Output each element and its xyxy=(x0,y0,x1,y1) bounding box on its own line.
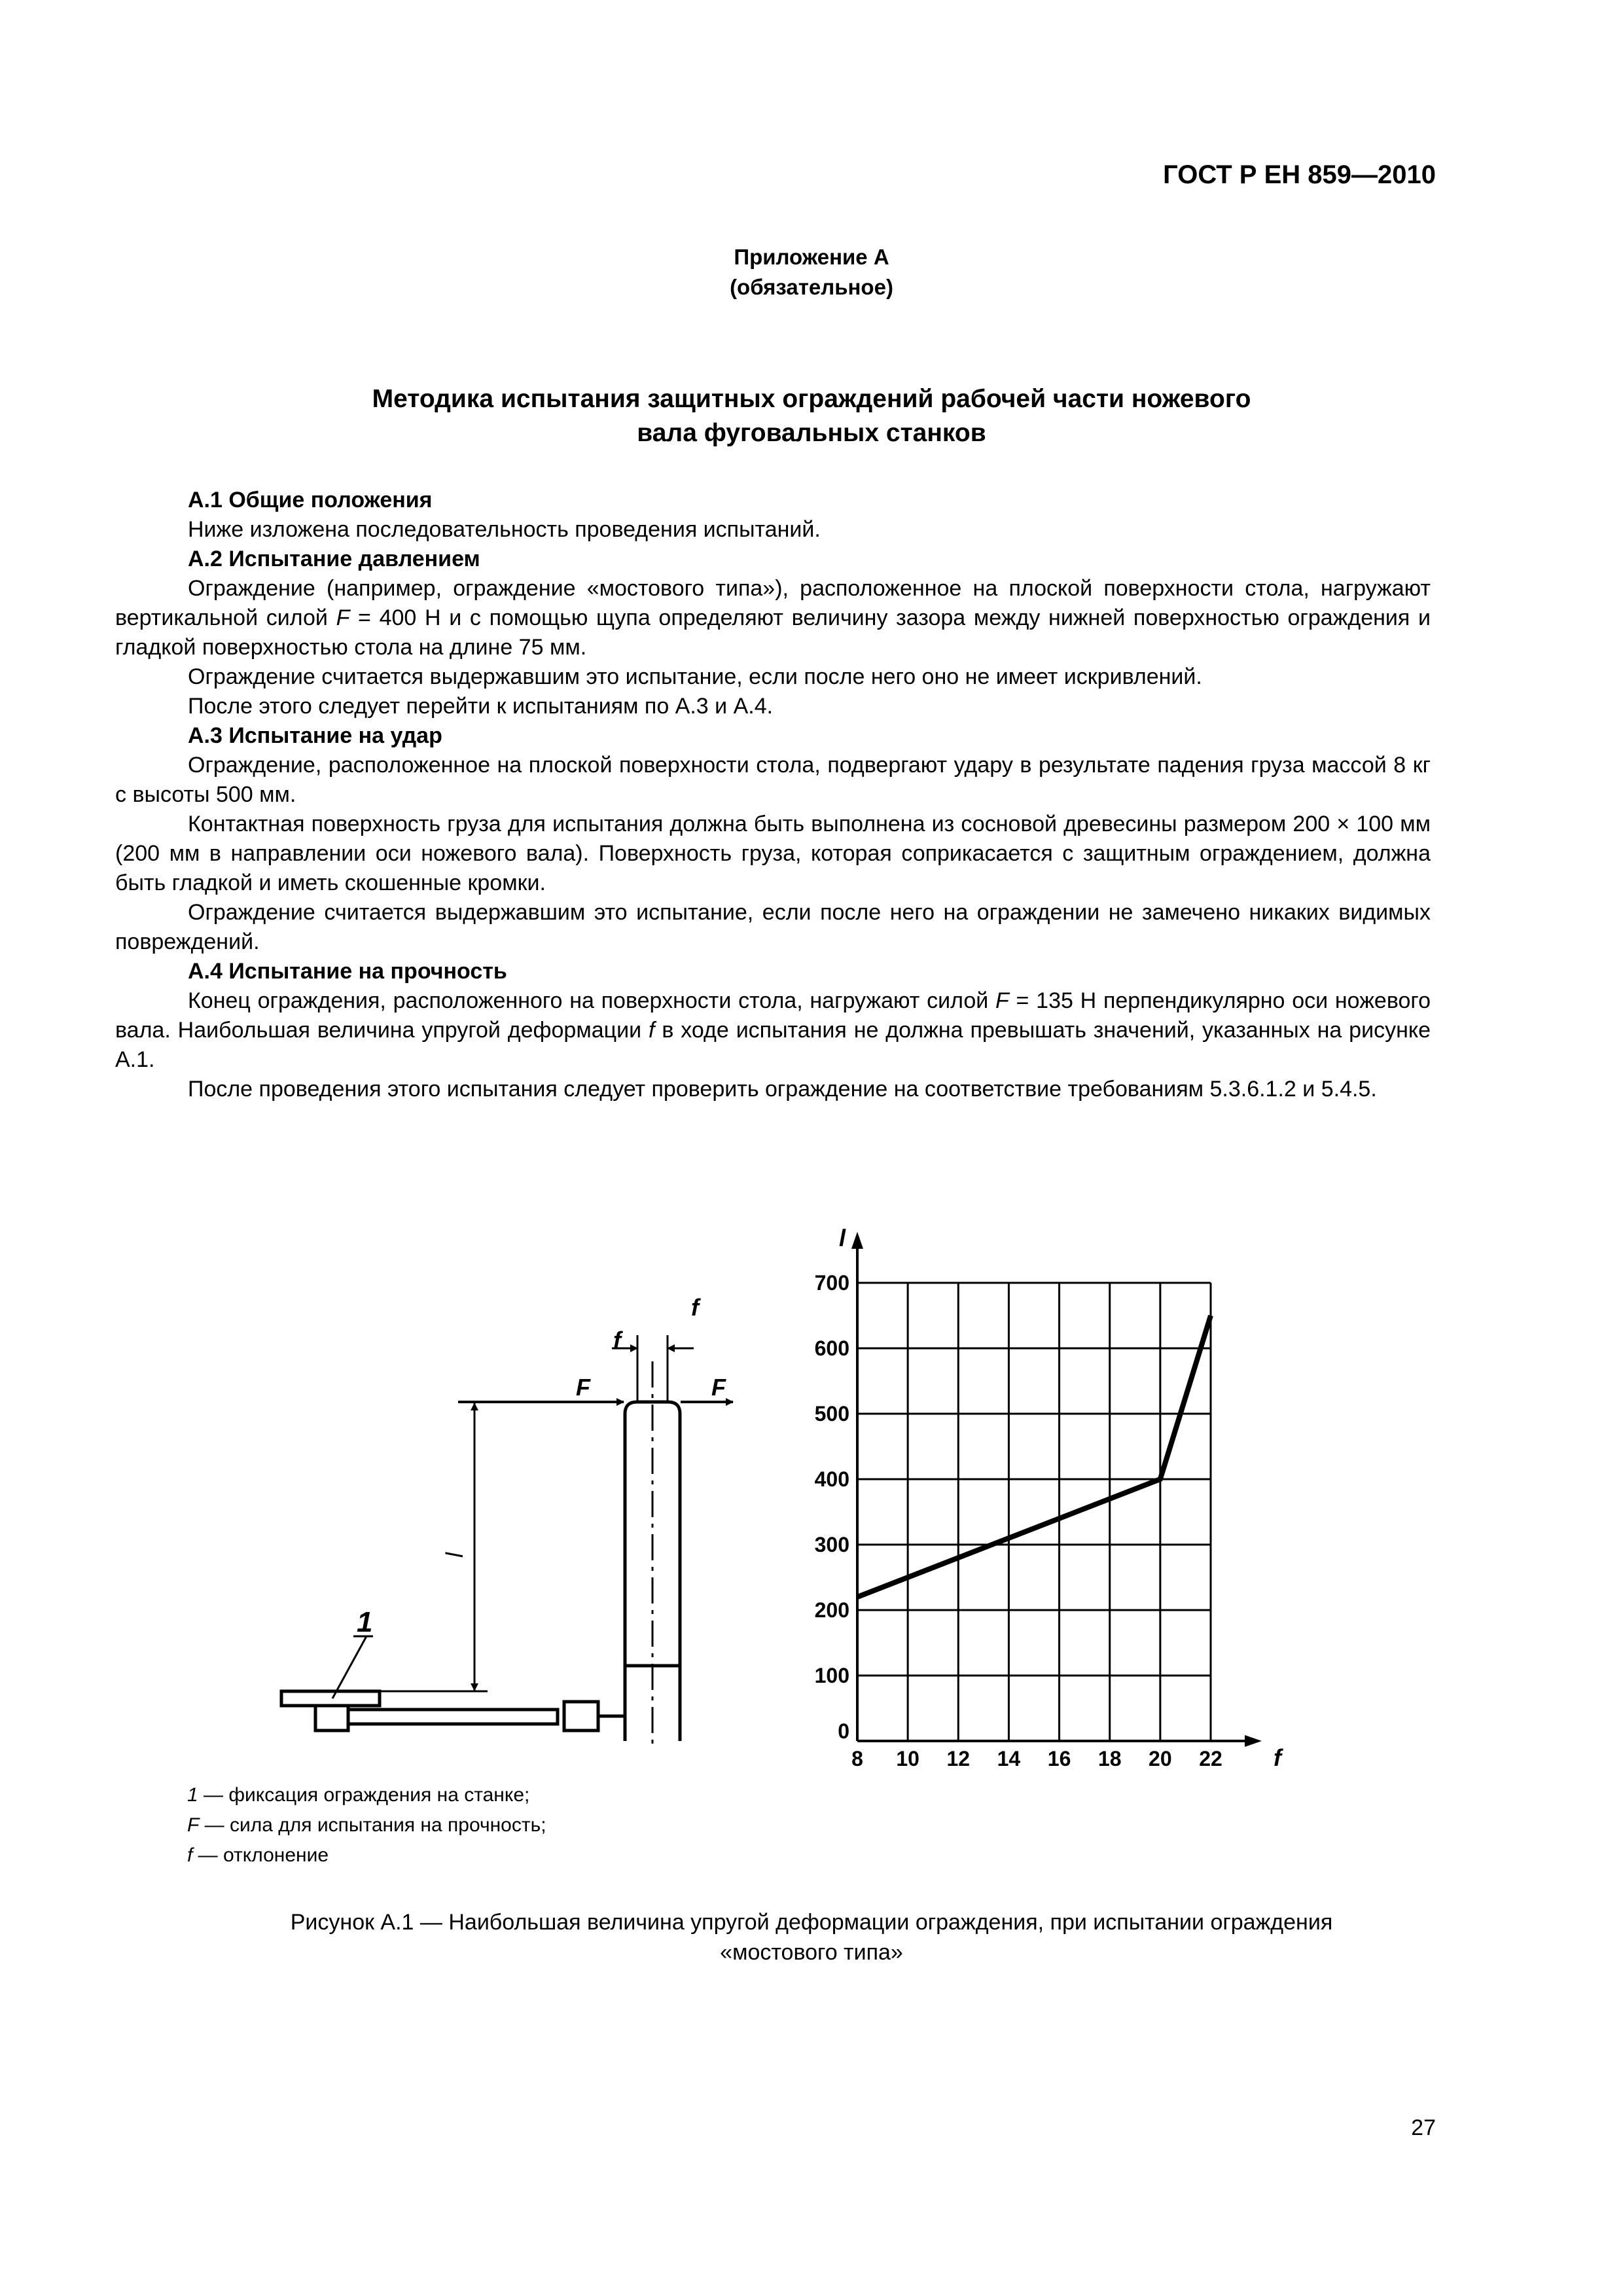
section-a1-p1: Ниже изложена последовательность проведения испытаний. xyxy=(188,517,821,542)
section-a3-p1: Ограждение, расположенное на плоской поверхности стола, подвергают удару в результате падения груза массой 8 кг с высоты 500 мм. xyxy=(115,753,1431,807)
chart-axes xyxy=(851,1232,1262,1747)
deflection-top-label: f xyxy=(691,1294,699,1321)
appendix-heading xyxy=(0,242,1623,302)
page-number: 27 xyxy=(1411,2115,1436,2140)
section-a2-p1: Ограждение (например, ограждение «мостового типа»), расположенное на плоской поверхности стола, нагружают вертикальной силой F = 400 Н и с помощью щупа определяют величину зазора между нижней поверхностью ограждения и гладкой поверхностью стола на длине 75 мм. xyxy=(115,576,1431,660)
x-tick-label: 12 xyxy=(946,1747,971,1770)
caption-line-1: Рисунок А.1 — Наибольшая величина упругой деформации ограждения, при испытании ограждения xyxy=(290,1910,1333,1935)
force-right-label: F xyxy=(711,1374,726,1401)
x-tick-label: 8 xyxy=(851,1747,863,1770)
section-a3-p2: Контактная поверхность груза для испытания должна быть выполнена из сосновой древесины размером 200 × 100 мм (200 мм в направлении оси ножевого вала). Поверхность груза, которая соприкасается с защитным ограждением, должна быть гладкой и иметь скошенные кромки. xyxy=(115,812,1431,895)
arm-connector xyxy=(564,1702,598,1731)
y-tick-label: 600 xyxy=(814,1336,849,1360)
x-axis-arrow xyxy=(1245,1735,1262,1747)
y-tick-label: 0 xyxy=(838,1719,849,1743)
y-tick-label: 300 xyxy=(814,1533,849,1556)
title-line-2: вала фуговальных станков xyxy=(637,419,986,447)
y-tick-label: 100 xyxy=(814,1664,849,1687)
x-tick-label: 14 xyxy=(997,1747,1021,1770)
section-a3-p3: Ограждение считается выдержавшим это испытание, если после него на ограждении не замечено никаких видимых повреждений. xyxy=(115,900,1431,954)
chart-tick-labels xyxy=(815,1225,1283,1771)
legend-item-1: 1 — фиксация ограждения на станке; xyxy=(187,1784,530,1806)
chart-series xyxy=(857,1316,1211,1597)
caption-line-2: «мостового типа» xyxy=(720,1940,903,1965)
figure-caption xyxy=(0,1907,1623,1967)
section-a4-heading: А.4 Испытание на прочность xyxy=(188,959,507,984)
base-clamp xyxy=(315,1706,348,1731)
title-line-1: Методика испытания защитных ограждений рабочей части ножевого xyxy=(372,385,1251,413)
x-tick-label: 10 xyxy=(896,1747,919,1770)
force-left-label: F xyxy=(576,1374,590,1401)
x-tick-label: 20 xyxy=(1149,1747,1172,1770)
section-a4-p1: Конец ограждения, расположенного на поверхности стола, нагружают силой F = 135 Н перпендикулярно оси ножевого вала. Наибольшая величина упругой деформации f в ходе испытания не должна превышать значений, указанных на рисунке А.1. xyxy=(115,988,1431,1072)
chart-grid xyxy=(857,1283,1211,1741)
figure-legend xyxy=(187,1780,546,1871)
legend-item-2: F — сила для испытания на прочность; xyxy=(187,1814,546,1836)
section-a2-heading: А.2 Испытание давлением xyxy=(188,547,480,571)
document-title xyxy=(0,382,1623,450)
y-tick-label: 200 xyxy=(814,1598,849,1622)
guard-arm xyxy=(348,1710,558,1724)
x-tick-label: 18 xyxy=(1097,1747,1122,1770)
appendix-label: Приложение А xyxy=(734,245,889,269)
legend-item-3: f — отклонение xyxy=(187,1844,329,1866)
deformation-chart xyxy=(779,1217,1289,1787)
y-axis-label: l xyxy=(839,1225,846,1251)
section-a2-p3: После этого следует перейти к испытаниям по А.3 и А.4. xyxy=(188,694,774,719)
base-plate xyxy=(281,1691,380,1706)
appendix-status: (обязательное) xyxy=(730,275,893,299)
deflection-left-label: f xyxy=(613,1327,621,1354)
x-tick-label: 22 xyxy=(1199,1747,1222,1770)
guard-schematic xyxy=(262,1283,759,1754)
series-line xyxy=(857,1316,1211,1597)
y-tick-label: 700 xyxy=(814,1271,849,1295)
y-tick-label: 400 xyxy=(814,1467,849,1491)
x-axis-label: f xyxy=(1274,1744,1281,1771)
x-tick-label: 16 xyxy=(1047,1747,1071,1770)
y-axis-arrow xyxy=(851,1232,863,1249)
length-label: l xyxy=(441,1552,468,1558)
section-a3-heading: А.3 Испытание на удар xyxy=(188,723,442,748)
part-1-label: 1 xyxy=(357,1606,373,1638)
document-id: ГОСТ Р ЕН 859—2010 xyxy=(1163,160,1436,189)
section-a1-heading: А.1 Общие положения xyxy=(188,488,433,512)
section-a2-p2: Ограждение считается выдержавшим это испытание, если после него оно не имеет искривлений. xyxy=(188,664,1202,689)
y-tick-label: 500 xyxy=(814,1402,849,1426)
body-text xyxy=(115,486,1431,1104)
section-a4-p2: После проведения этого испытания следует проверить ограждение на соответствие требованиям 5.3.6.1.2 и 5.4.5. xyxy=(188,1077,1377,1102)
